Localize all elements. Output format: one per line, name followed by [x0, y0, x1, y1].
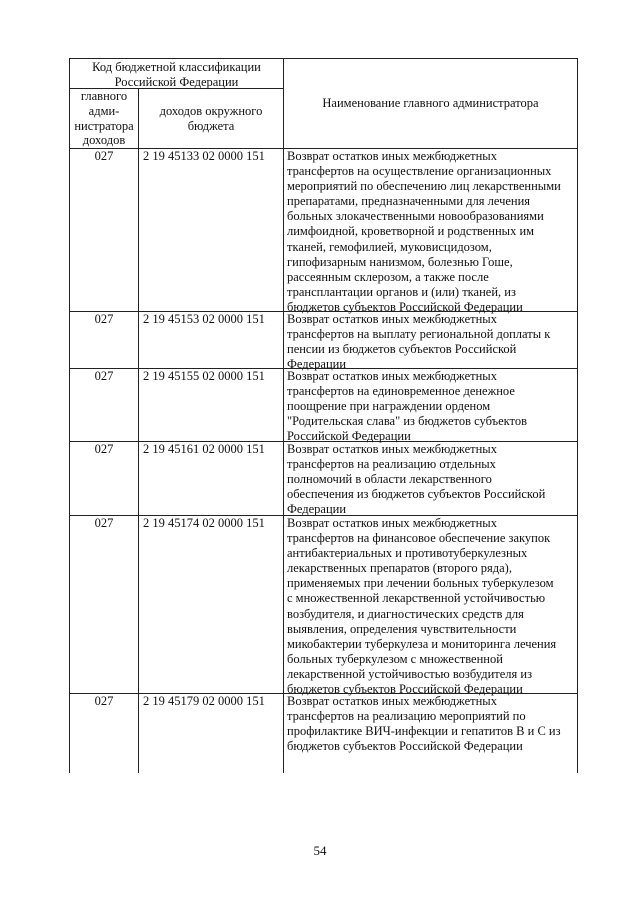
text-line: трансфертов на выплату региональной доплаты к [287, 327, 551, 342]
column-divider [138, 88, 139, 773]
income-code-cell: 2 19 45153 02 0000 151 [143, 312, 265, 326]
text-line: Возврат остатков иных межбюджетных [287, 312, 497, 326]
text-line: микобактерии туберкулеза и мониторинга лечения [287, 636, 557, 651]
income-code-cell: 2 19 45174 02 0000 151 [143, 516, 265, 530]
admin-code-cell: 027 [94, 149, 114, 163]
text-line: рассеянным склерозом, а также после [287, 269, 489, 284]
income-code-cell: 2 19 45179 02 0000 151 [143, 694, 265, 708]
text-line: тканей, гемофилией, муковисцидозом, [287, 239, 492, 254]
admin-name-cell [287, 442, 577, 517]
text-line: трансфертов на осуществление организационных [287, 164, 552, 179]
text-line: выявления, определения чувствительности [287, 621, 517, 636]
column-divider [283, 58, 284, 773]
text-line: "Родительская слава" из бюджетов субъектов [287, 414, 527, 429]
text-line: трансфертов на реализацию отдельных [287, 457, 496, 472]
text-line: антибактериальных и противотуберкулезных [287, 546, 528, 561]
text-line: Возврат остатков иных межбюджетных [287, 694, 497, 708]
income-code-cell: 2 19 45155 02 0000 151 [143, 369, 265, 383]
text-line: полномочий в области лекарственного [287, 472, 492, 487]
text-line: препаратами, предназначенными для лечения [287, 194, 531, 209]
admin-name-cell [287, 149, 577, 315]
text-line: бюджетов субъектов Российской Федерации [287, 299, 523, 314]
text-line: Возврат остатков иных межбюджетных [287, 149, 497, 163]
header-admin-name-label: Наименование главного администратора [322, 96, 539, 110]
table-top-border [69, 58, 578, 59]
text-line: возбудителя, и диагностических средств для [287, 606, 524, 621]
text-line: Российской Федерации [287, 429, 411, 444]
text-line: поощрение при награждении орденом [287, 399, 491, 414]
admin-code-cell: 027 [94, 516, 114, 530]
text-line: трансфертов на финансовое обеспечение закупок [287, 531, 551, 546]
text-line: Возврат остатков иных межбюджетных [287, 442, 497, 456]
text-line: Федерации [287, 502, 347, 517]
text-line: Возврат остатков иных межбюджетных [287, 516, 497, 530]
table-left-border [69, 58, 70, 773]
text-line: гипофизарным нанизмом, болезнью Гоше, [287, 254, 513, 269]
admin-name-cell [287, 694, 577, 754]
text-line: Федерации [287, 357, 347, 372]
text-line: больных туберкулезом с множественной [287, 651, 503, 666]
text-line: лекарственных препаратов (второго ряда), [287, 561, 512, 576]
text-line: бюджетов субъектов Российской Федерации [287, 739, 523, 754]
income-code-cell: 2 19 45161 02 0000 151 [143, 442, 265, 456]
text-line: Возврат остатков иных межбюджетных [287, 369, 497, 383]
text-line: больных злокачественными новообразованиями [287, 209, 544, 224]
text-line: лекарственной устойчивостью возбудителя из [287, 666, 533, 681]
page-number: 54 [313, 843, 327, 858]
table-right-border [577, 58, 578, 773]
admin-code-cell: 027 [94, 312, 114, 326]
text-line: трансплантации органов и (или) тканей, из [287, 284, 516, 299]
admin-name-cell [287, 369, 577, 444]
header-admin-code-label: главного адми-нистратора доходов [74, 89, 134, 148]
text-line: пенсии из бюджетов субъектов Российской [287, 342, 517, 357]
text-line: трансфертов на реализацию мероприятий по [287, 709, 526, 724]
income-code-cell: 2 19 45133 02 0000 151 [143, 149, 265, 163]
text-line: профилактике ВИЧ-инфекции и гепатитов В и С из [287, 724, 561, 739]
admin-code-cell: 027 [94, 442, 114, 456]
header-income-code-label: доходов окружного бюджета [159, 104, 263, 134]
text-line: бюджетов субъектов Российской Федерации [287, 682, 523, 697]
text-line: лимфоидной, кроветворной и родственных им [287, 224, 535, 239]
admin-code-cell: 027 [94, 369, 114, 383]
admin-name-cell [287, 516, 577, 697]
header-group-label: Код бюджетной классификации Российской Федерации [92, 60, 261, 90]
admin-code-cell: 027 [94, 694, 114, 708]
admin-name-cell [287, 312, 577, 372]
text-line: применяемых при лечении больных туберкулезом [287, 576, 554, 591]
text-line: обеспечения из бюджетов субъектов Российской [287, 487, 546, 502]
text-line: трансфертов на единовременное денежное [287, 384, 515, 399]
text-line: с множественной лекарственной устойчивостью [287, 591, 546, 606]
text-line: мероприятий по обеспечению лиц лекарственными [287, 179, 561, 194]
